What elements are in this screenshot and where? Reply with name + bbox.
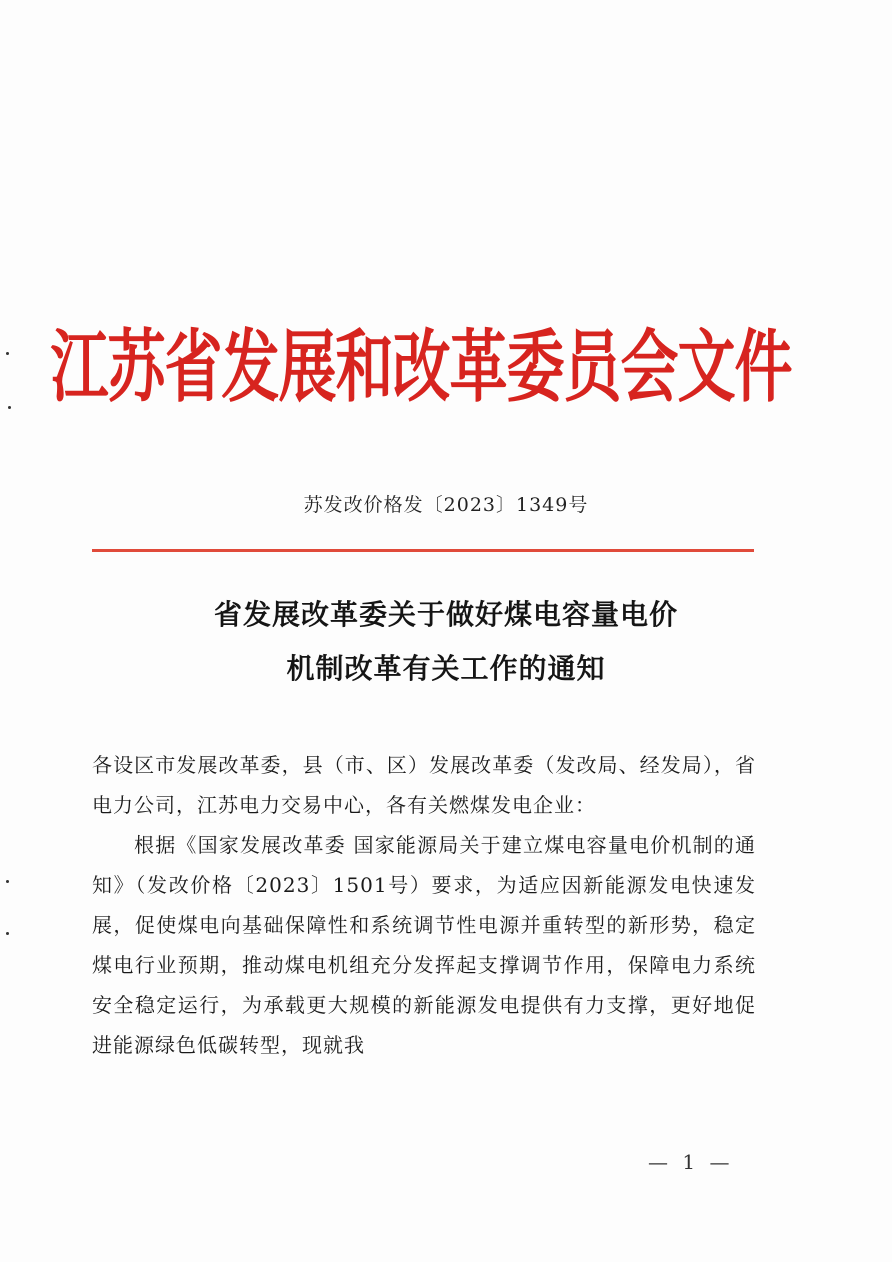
document-title-line-1: 省发展改革委关于做好煤电容量电价 <box>213 598 678 631</box>
scan-dot <box>6 352 9 355</box>
document-masthead: 江苏省发展和改革委员会文件 <box>50 320 792 413</box>
document-number: 苏发改价格发〔2023〕1349号 <box>303 494 589 516</box>
scan-dot <box>8 406 11 409</box>
body-paragraph: 根据《国家发展改革委 国家能源局关于建立煤电容量电价机制的通知》（发改价格〔2023〕1501号）要求，为适应因新能源发电快速发展，促使煤电向基础保障性和系统调节性电源并重转型的新形势，稳定煤电行业预期，推动煤电机组充分发挥起支撑调节作用，保障电力系统安全稳定运行，为承载更大规模的新能源发电提供有力支撑，更好地促进能源绿色低碳转型，现就我 <box>92 833 756 1057</box>
document-body <box>92 745 756 1065</box>
document-title-line-2: 机制改革有关工作的通知 <box>286 652 606 685</box>
page-number: — 1 — <box>648 1150 734 1174</box>
red-divider-rule <box>92 549 754 552</box>
scan-dot <box>6 880 9 883</box>
scan-dot <box>6 932 9 935</box>
addressee-paragraph: 各设区市发展改革委，县（市、区）发展改革委（发改局、经发局），省电力公司，江苏电力交易中心，各有关燃煤发电企业： <box>92 753 756 817</box>
